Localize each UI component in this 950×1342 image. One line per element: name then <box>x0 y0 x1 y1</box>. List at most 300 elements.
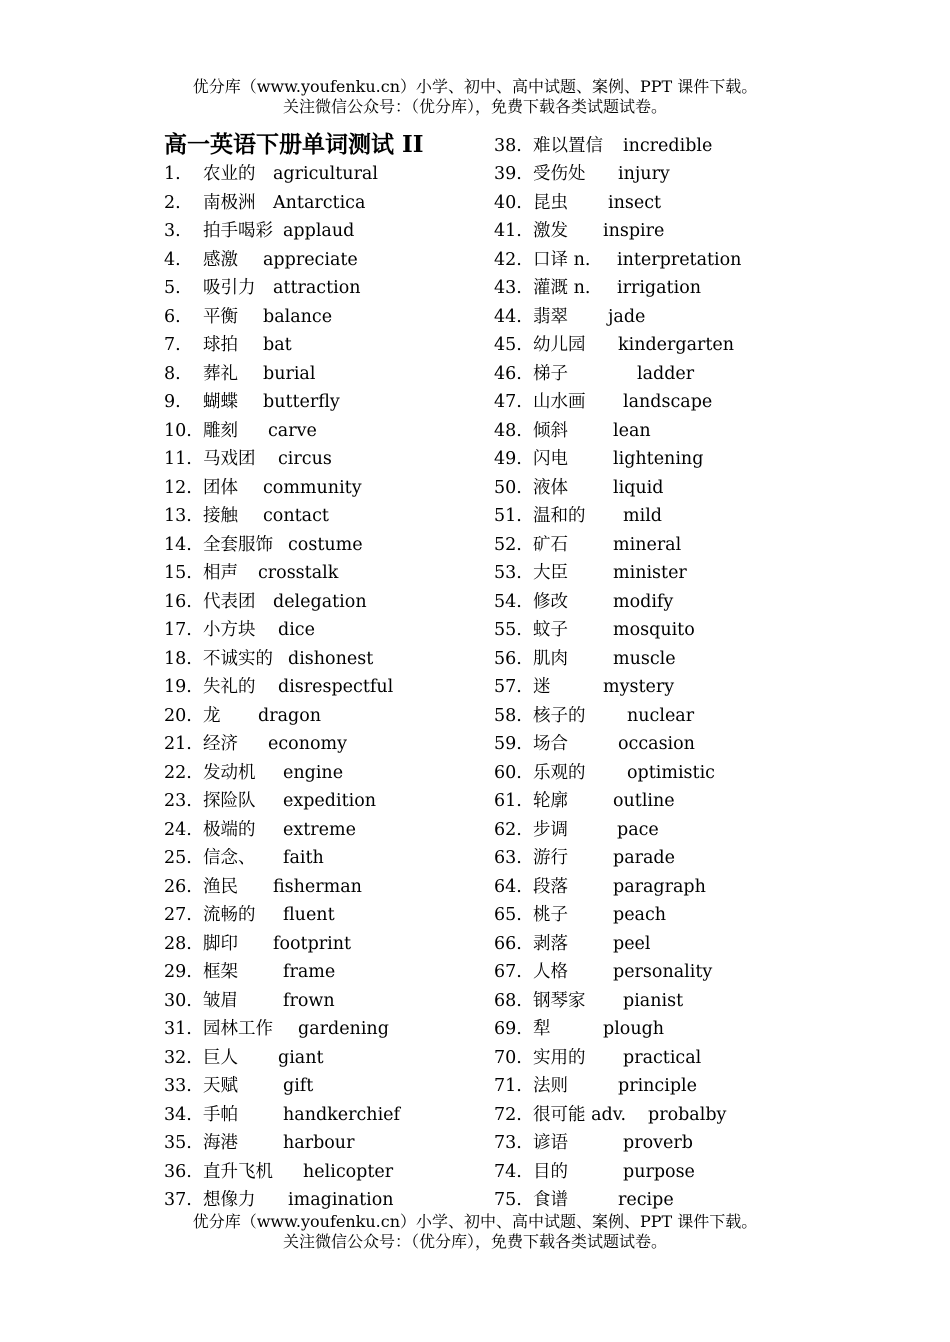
word-chinese: 南极洲 <box>203 192 256 213</box>
word-english: applaud <box>283 221 355 241</box>
word-number: 27. <box>164 905 192 925</box>
header-line-2: 关注微信公众号：（优分库），免费下载各类试题试卷。 <box>282 97 667 116</box>
word-number: 39. <box>494 164 522 184</box>
word-number: 34. <box>164 1104 192 1125</box>
word-chinese: 经济 <box>203 734 238 754</box>
word-english: engine <box>283 762 344 783</box>
word-english: minister <box>613 563 687 583</box>
word-row <box>164 445 484 473</box>
word-number: 60. <box>494 762 522 783</box>
word-chinese: 平衡 <box>203 306 238 327</box>
word-row <box>494 388 814 416</box>
word-number: 15. <box>164 563 192 583</box>
word-english: incredible <box>623 135 713 156</box>
word-row <box>494 1186 814 1214</box>
word-row <box>164 1158 484 1186</box>
word-row <box>494 730 814 758</box>
word-row <box>494 274 814 302</box>
word-number: 61. <box>494 791 522 811</box>
word-number: 31. <box>164 1019 192 1039</box>
word-number: 71. <box>494 1076 522 1096</box>
word-english: modify <box>613 591 674 612</box>
word-row <box>164 873 484 901</box>
word-english: agricultural <box>273 164 378 184</box>
word-number: 22. <box>164 762 192 783</box>
word-number: 41. <box>494 221 522 241</box>
word-number: 50. <box>494 477 522 498</box>
word-number: 51. <box>494 506 522 526</box>
word-number: 35. <box>164 1133 192 1153</box>
word-english: peel <box>613 933 651 954</box>
word-chinese: 龙 <box>203 705 221 726</box>
word-chinese: 大臣 <box>533 563 568 583</box>
word-chinese: 天赋 <box>203 1076 238 1096</box>
word-row <box>164 1015 484 1043</box>
word-number: 23. <box>164 791 192 811</box>
word-row <box>494 1044 814 1072</box>
word-chinese: 轮廓 <box>533 791 568 811</box>
word-chinese: 桃子 <box>533 905 568 925</box>
word-english: helicopter <box>303 1161 394 1182</box>
word-number: 67. <box>494 962 522 982</box>
word-english: lightening <box>613 449 704 469</box>
word-english: probalby <box>648 1104 727 1125</box>
word-row <box>164 645 484 673</box>
word-english: harbour <box>283 1133 355 1153</box>
word-row <box>164 616 484 644</box>
word-chinese: 想像力 <box>203 1190 256 1210</box>
word-english: paragraph <box>613 876 706 897</box>
word-number: 21. <box>164 734 192 754</box>
word-number: 3. <box>164 221 181 241</box>
word-chinese: 钢琴家 <box>533 990 586 1011</box>
word-chinese: 倾斜 <box>533 420 568 441</box>
word-number: 16. <box>164 591 192 612</box>
word-row <box>494 474 814 502</box>
word-chinese: 温和的 <box>533 506 586 526</box>
word-row <box>494 1072 814 1100</box>
word-row <box>494 588 814 616</box>
word-chinese: 幼儿园 <box>533 335 586 355</box>
word-english: gardening <box>298 1019 389 1039</box>
footer-banner <box>0 1212 950 1252</box>
word-chinese: 流畅的 <box>203 905 256 925</box>
word-english: bat <box>263 335 292 355</box>
word-number: 68. <box>494 990 522 1011</box>
word-english: crosstalk <box>258 563 339 583</box>
word-chinese: 小方块 <box>203 620 256 640</box>
word-number: 62. <box>494 819 522 840</box>
word-number: 52. <box>494 534 522 555</box>
word-english: circus <box>278 449 332 469</box>
word-number: 12. <box>164 477 192 498</box>
word-row <box>494 132 814 160</box>
word-row <box>494 616 814 644</box>
word-number: 2. <box>164 192 181 213</box>
word-row <box>494 531 814 559</box>
word-chinese: 海港 <box>203 1133 238 1153</box>
word-row <box>164 246 484 274</box>
word-row <box>494 331 814 359</box>
header-line-1: 优分库（www.youfenku.cn）小学、初中、高中试题、案例、PPT 课件下载。 <box>192 77 758 96</box>
word-chinese: 段落 <box>533 876 568 897</box>
word-english: fluent <box>283 905 335 925</box>
word-english: mild <box>623 506 662 526</box>
word-english: dragon <box>258 705 322 726</box>
word-number: 65. <box>494 905 522 925</box>
word-row <box>164 673 484 701</box>
word-chinese: 相声 <box>203 563 238 583</box>
word-row <box>494 189 814 217</box>
word-chinese: 蝴蝶 <box>203 392 238 412</box>
word-chinese: 葬礼 <box>203 363 238 384</box>
word-chinese: 核子的 <box>533 705 586 726</box>
word-chinese: 全套服饰 <box>203 534 273 555</box>
word-chinese: 场合 <box>533 734 568 754</box>
word-number: 26. <box>164 876 192 897</box>
word-row <box>164 388 484 416</box>
word-row <box>164 303 484 331</box>
word-row <box>164 502 484 530</box>
word-english: proverb <box>623 1133 693 1153</box>
word-chinese: 游行 <box>533 848 568 868</box>
page-title: 高一英语下册单词测试 II <box>164 131 424 158</box>
word-chinese: 迷 <box>533 677 551 697</box>
word-row <box>164 1129 484 1157</box>
word-english: pianist <box>623 990 684 1011</box>
word-english: optimistic <box>627 762 715 783</box>
word-row <box>494 930 814 958</box>
word-number: 58. <box>494 705 522 726</box>
word-number: 69. <box>494 1019 522 1039</box>
word-number: 53. <box>494 563 522 583</box>
word-number: 64. <box>494 876 522 897</box>
word-chinese: 目的 <box>533 1161 568 1182</box>
word-chinese: 团体 <box>203 477 238 498</box>
word-row <box>164 417 484 445</box>
word-english: interpretation <box>617 249 742 270</box>
word-row <box>494 901 814 929</box>
word-row <box>164 1101 484 1129</box>
word-english: carve <box>268 420 317 441</box>
word-number: 7. <box>164 335 181 355</box>
word-chinese: 闪电 <box>533 449 568 469</box>
word-chinese: 吸引力 <box>203 278 256 298</box>
word-chinese: 激发 <box>533 221 568 241</box>
word-number: 59. <box>494 734 522 754</box>
word-english: peach <box>613 905 667 925</box>
word-english: occasion <box>618 734 695 754</box>
word-row <box>164 930 484 958</box>
word-chinese: 谚语 <box>533 1133 568 1153</box>
word-row <box>164 1044 484 1072</box>
word-chinese: 失礼的 <box>203 677 256 697</box>
word-chinese: 翡翠 <box>533 306 568 327</box>
word-row <box>164 588 484 616</box>
word-row <box>164 531 484 559</box>
word-english: frame <box>283 962 336 982</box>
word-english: extreme <box>283 819 356 840</box>
word-number: 33. <box>164 1076 192 1096</box>
word-row <box>494 645 814 673</box>
word-english: butterfly <box>263 392 340 412</box>
word-row <box>494 1015 814 1043</box>
word-english: balance <box>263 306 333 327</box>
word-english: handkerchief <box>283 1104 401 1125</box>
word-row <box>494 958 814 986</box>
word-chinese: 渔民 <box>203 876 238 897</box>
word-english: parade <box>613 848 675 868</box>
word-row <box>494 673 814 701</box>
word-english: liquid <box>613 477 664 498</box>
word-row <box>164 559 484 587</box>
word-row <box>164 987 484 1015</box>
word-number: 14. <box>164 534 192 555</box>
word-english: appreciate <box>263 249 358 270</box>
word-english: giant <box>278 1047 324 1068</box>
word-chinese: 蚊子 <box>533 620 568 640</box>
word-english: mosquito <box>613 620 695 640</box>
word-number: 1. <box>164 164 181 184</box>
word-number: 70. <box>494 1047 522 1068</box>
word-english: personality <box>613 962 713 982</box>
word-english: burial <box>263 363 316 384</box>
word-english: contact <box>263 506 329 526</box>
word-english: expedition <box>283 791 377 811</box>
word-number: 28. <box>164 933 192 954</box>
word-row <box>164 360 484 388</box>
word-english: footprint <box>273 933 352 954</box>
word-chinese: 脚印 <box>203 933 238 954</box>
word-chinese: 手帕 <box>203 1104 238 1125</box>
word-english: community <box>263 477 362 498</box>
word-number: 57. <box>494 677 522 697</box>
word-chinese: 口译 n. <box>533 249 591 270</box>
word-number: 47. <box>494 392 522 412</box>
word-english: disrespectful <box>278 677 394 697</box>
word-english: costume <box>288 534 363 555</box>
word-row <box>494 987 814 1015</box>
word-english: injury <box>618 164 670 184</box>
word-english: economy <box>268 734 347 754</box>
word-number: 54. <box>494 591 522 612</box>
word-chinese: 农业的 <box>203 164 256 184</box>
word-english: landscape <box>623 392 713 412</box>
word-english: dishonest <box>288 648 374 669</box>
word-chinese: 矿石 <box>533 534 568 555</box>
word-chinese: 人格 <box>533 962 568 982</box>
word-english: delegation <box>273 591 367 612</box>
word-number: 24. <box>164 819 192 840</box>
word-chinese: 发动机 <box>203 762 256 783</box>
word-row <box>494 217 814 245</box>
word-number: 6. <box>164 306 181 327</box>
word-chinese: 极端的 <box>203 819 256 840</box>
word-english: principle <box>618 1076 697 1096</box>
word-english: mineral <box>613 534 682 555</box>
word-number: 19. <box>164 677 192 697</box>
word-row <box>494 759 814 787</box>
word-english: faith <box>283 848 324 868</box>
word-english: fisherman <box>273 876 362 897</box>
word-row <box>494 246 814 274</box>
word-row <box>164 816 484 844</box>
word-chinese: 雕刻 <box>203 420 238 441</box>
word-row <box>494 816 814 844</box>
word-chinese: 步调 <box>533 819 568 840</box>
word-chinese: 直升飞机 <box>203 1161 273 1182</box>
word-english: pace <box>617 819 659 840</box>
word-row <box>164 189 484 217</box>
word-chinese: 受伤处 <box>533 164 586 184</box>
word-english: gift <box>283 1076 314 1096</box>
word-number: 18. <box>164 648 192 669</box>
word-row <box>494 445 814 473</box>
word-number: 30. <box>164 990 192 1011</box>
word-row <box>494 303 814 331</box>
word-row <box>494 1129 814 1157</box>
word-english: outline <box>613 791 675 811</box>
word-row <box>494 1101 814 1129</box>
word-number: 38. <box>494 135 522 156</box>
word-english: imagination <box>288 1190 394 1210</box>
word-chinese: 马戏团 <box>203 449 256 469</box>
word-chinese: 代表团 <box>203 591 256 612</box>
word-chinese: 食谱 <box>533 1190 568 1210</box>
word-chinese: 肌肉 <box>533 648 568 669</box>
word-english: plough <box>603 1019 665 1039</box>
word-number: 20. <box>164 705 192 726</box>
word-number: 11. <box>164 449 192 469</box>
word-row <box>494 417 814 445</box>
word-chinese: 山水画 <box>533 392 586 412</box>
word-english: nuclear <box>627 705 695 726</box>
word-row <box>164 759 484 787</box>
word-number: 72. <box>494 1104 522 1125</box>
word-chinese: 框架 <box>203 962 238 982</box>
word-english: ladder <box>637 363 695 384</box>
word-number: 66. <box>494 933 522 954</box>
word-english: irrigation <box>617 278 701 298</box>
word-number: 25. <box>164 848 192 868</box>
word-number: 13. <box>164 506 192 526</box>
word-english: recipe <box>618 1190 674 1210</box>
footer-line-2: 关注微信公众号：（优分库），免费下载各类试题试卷。 <box>282 1232 667 1251</box>
word-number: 37. <box>164 1190 192 1210</box>
word-chinese: 难以置信 <box>533 135 603 156</box>
word-chinese: 梯子 <box>533 363 568 384</box>
word-row <box>494 873 814 901</box>
word-chinese: 灌溉 n. <box>533 278 591 298</box>
word-number: 42. <box>494 249 522 270</box>
word-english: insect <box>608 192 662 213</box>
word-chinese: 拍手喝彩 <box>203 221 273 241</box>
word-number: 40. <box>494 192 522 213</box>
word-row <box>494 844 814 872</box>
word-chinese: 昆虫 <box>533 192 568 213</box>
word-english: dice <box>278 620 315 640</box>
word-chinese: 接触 <box>203 506 238 526</box>
word-number: 4. <box>164 249 181 270</box>
word-number: 10. <box>164 420 192 441</box>
word-number: 75. <box>494 1190 522 1210</box>
word-row <box>164 331 484 359</box>
word-number: 44. <box>494 306 522 327</box>
word-row <box>494 1158 814 1186</box>
word-row <box>164 1186 484 1214</box>
word-number: 45. <box>494 335 522 355</box>
word-chinese: 球拍 <box>203 335 238 355</box>
word-chinese: 探险队 <box>203 791 256 811</box>
word-chinese: 修改 <box>533 591 568 612</box>
word-chinese: 园林工作 <box>203 1019 273 1039</box>
word-number: 56. <box>494 648 522 669</box>
word-number: 74. <box>494 1161 522 1182</box>
word-number: 36. <box>164 1161 192 1182</box>
word-chinese: 法则 <box>533 1076 568 1096</box>
word-number: 9. <box>164 392 181 412</box>
word-row <box>164 901 484 929</box>
word-number: 63. <box>494 848 522 868</box>
word-row <box>494 160 814 188</box>
word-chinese: 犁 <box>533 1019 551 1039</box>
word-row <box>164 730 484 758</box>
word-chinese: 剥落 <box>533 933 568 954</box>
word-row <box>164 1072 484 1100</box>
word-number: 73. <box>494 1133 522 1153</box>
word-chinese: 信念、 <box>203 848 256 868</box>
word-number: 55. <box>494 620 522 640</box>
word-english: attraction <box>273 278 361 298</box>
word-row <box>164 702 484 730</box>
word-chinese: 巨人 <box>203 1047 238 1068</box>
word-row <box>494 502 814 530</box>
word-english: frown <box>283 990 335 1011</box>
word-english: mystery <box>603 677 675 697</box>
header-banner <box>0 77 950 117</box>
word-number: 5. <box>164 278 181 298</box>
footer-line-1: 优分库（www.youfenku.cn）小学、初中、高中试题、案例、PPT 课件下载。 <box>192 1212 758 1231</box>
word-chinese: 皱眉 <box>203 990 238 1011</box>
word-english: muscle <box>613 648 676 669</box>
word-chinese: 液体 <box>533 477 568 498</box>
word-row <box>164 274 484 302</box>
word-english: inspire <box>603 221 665 241</box>
word-english: practical <box>623 1047 702 1068</box>
word-number: 49. <box>494 449 522 469</box>
word-english: purpose <box>623 1161 695 1182</box>
word-row <box>164 217 484 245</box>
word-row <box>494 702 814 730</box>
word-chinese: 乐观的 <box>533 762 586 783</box>
word-number: 8. <box>164 363 181 384</box>
word-english: lean <box>613 420 651 441</box>
word-row <box>494 360 814 388</box>
word-english: Antarctica <box>273 192 366 213</box>
word-row <box>494 559 814 587</box>
word-chinese: 很可能 adv. <box>533 1104 627 1125</box>
word-chinese: 感激 <box>203 249 238 270</box>
word-number: 46. <box>494 363 522 384</box>
word-row <box>164 958 484 986</box>
word-english: jade <box>608 306 646 327</box>
word-row <box>164 474 484 502</box>
word-row <box>164 787 484 815</box>
word-number: 32. <box>164 1047 192 1068</box>
word-row <box>164 844 484 872</box>
word-row <box>494 787 814 815</box>
word-number: 48. <box>494 420 522 441</box>
